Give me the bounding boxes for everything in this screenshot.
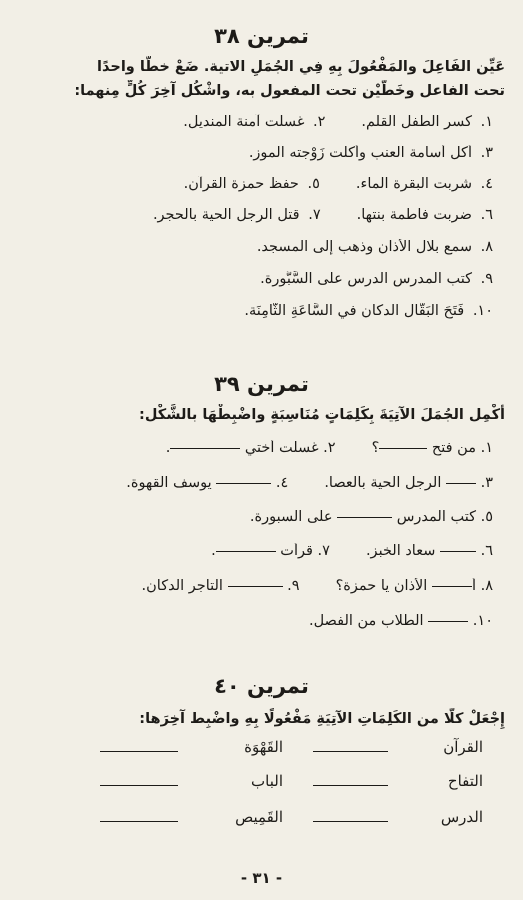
sentence-text: كسر الطفل القلم.	[361, 114, 477, 130]
answer-blank[interactable]	[313, 750, 388, 752]
exercise-40-instruction: إِجْعَلْ كلًّا من الكَلِمَاتِ الآتِيَةِ مَفْعُولًا بِهِ واضْبِط آخِرَها:	[139, 711, 505, 727]
exercise-38-line	[18, 145, 493, 161]
sentence-number: ٤.	[480, 176, 493, 192]
sentence-text: كتب المدرس الدرس على السَّبُّورة.	[260, 271, 477, 287]
sentence-text: الطلاب من الفصل.	[308, 613, 429, 629]
sentence-text: ١٠.	[468, 613, 493, 629]
sentence-number: ١٠.	[472, 303, 493, 319]
exercise-40-row	[23, 772, 483, 796]
word-2: القَهْوَة	[244, 738, 283, 756]
sentence-text: قتل الرجل الحية بالحجر.	[152, 207, 305, 223]
exercise-38-instruction-line-2: تحت الفاعل وخَطَّيْن تحت المفعول به، واشْكُل آخِرَ كُلٍّ مِنهما:	[74, 83, 505, 99]
sentence-number: ٩.	[480, 271, 493, 287]
exercise-38-line	[18, 176, 493, 192]
sentence-number: ٧.	[308, 207, 321, 223]
sentence-text: سعاد الخبز.	[365, 543, 440, 559]
sentence-text: .	[211, 543, 216, 559]
sentence-number: ٦.	[480, 207, 493, 223]
word-2: الباب	[251, 772, 283, 790]
exercise-39-instruction: أَكْمِل الجُمَلَ الآتِيَةَ بِكَلِمَاتٍ مُنَاسِبَةٍ واضْبِطْهَا بالشَّكْل:	[139, 407, 505, 423]
exercise-39-line	[18, 578, 493, 594]
sentence-text: غسلت آمنة المنديل.	[183, 114, 310, 130]
sentence-text: ٨. أ	[471, 578, 493, 594]
sentence-text: .	[165, 440, 171, 456]
sentence-text: ٩.	[282, 578, 300, 594]
answer-blank[interactable]	[313, 784, 388, 786]
exercise-38-line	[18, 207, 493, 223]
exercise-38-line	[18, 114, 493, 130]
word-1: القرآن	[443, 738, 483, 756]
sentence-text: ٤.	[271, 475, 289, 491]
answer-blank[interactable]	[428, 620, 468, 622]
answer-blank[interactable]	[170, 447, 240, 449]
word-1: التفاح	[447, 772, 483, 790]
answer-blank[interactable]	[446, 482, 476, 484]
sentence-text: سمع بلال الأذان وذهب إلى المسجد.	[256, 239, 477, 255]
answer-blank[interactable]	[440, 550, 476, 552]
sentence-text: أكل أسامة العنب وأكلت زَوْجته الموز.	[248, 145, 477, 161]
sentence-text: يوسف القهوة.	[126, 475, 217, 491]
sentence-number: ٣.	[480, 145, 493, 161]
answer-blank[interactable]	[216, 550, 276, 552]
sentence-number: ٥.	[307, 176, 320, 192]
exercise-40-title: تمرين ٤٠	[214, 674, 309, 698]
sentence-text: التاجر الدكان.	[141, 578, 228, 594]
exercise-38-line	[18, 239, 493, 255]
exercise-38-title: تمرين ٣٨	[214, 24, 309, 48]
sentence-text: حفظ حمزة القرآن.	[183, 176, 304, 192]
word-1: الدرس	[440, 808, 483, 826]
exercise-38-instruction-line-1: عَيِّن الفَاعِلَ والمَفْعُولَ بِهِ فِي الجُمَلِ الاتية. ضَعْ خطًّا واحدًا	[97, 59, 505, 75]
sentence-text: الأذان يا حمزة؟	[335, 578, 432, 594]
sentence-text: فَتَحَ البَقَّال الدكان في السَّاعَةِ الثَّامِنَة.	[244, 303, 469, 319]
answer-blank[interactable]	[100, 820, 178, 822]
answer-blank[interactable]	[337, 516, 392, 518]
sentence-text: على السبورة.	[249, 509, 338, 525]
exercise-39-line	[18, 543, 493, 559]
sentence-text: ٥. كتب المدرس	[392, 509, 493, 525]
exercise-39-line	[18, 440, 493, 456]
answer-blank[interactable]	[100, 784, 178, 786]
exercise-40-row	[23, 738, 483, 762]
exercise-38-line	[18, 303, 493, 319]
exercise-39-line	[18, 613, 493, 629]
answer-blank[interactable]	[379, 447, 427, 449]
sentence-number: ١.	[480, 114, 493, 130]
sentence-text: ٧. قرأت	[275, 543, 330, 559]
answer-blank[interactable]	[313, 820, 388, 822]
exercise-39-line	[18, 475, 493, 491]
sentence-number: ٢.	[313, 114, 326, 130]
sentence-text: ٦.	[475, 543, 493, 559]
answer-blank[interactable]	[228, 585, 283, 587]
page-number: - ٣١ -	[240, 869, 283, 887]
sentence-text: ٣.	[475, 475, 493, 491]
sentence-text: شربت البقرة الماء.	[355, 176, 477, 192]
sentence-text: ١. من فتح	[427, 440, 493, 456]
sentence-number: ٨.	[480, 239, 493, 255]
exercise-39-title: تمرين ٣٩	[214, 372, 309, 396]
answer-blank[interactable]	[432, 585, 472, 587]
exercise-38-line	[18, 271, 493, 287]
answer-blank[interactable]	[100, 750, 178, 752]
sentence-text: الرجل الحية بالعصا.	[324, 475, 446, 491]
exercise-40-row	[23, 808, 483, 832]
sentence-text: ٢. غسلت أختي	[240, 440, 336, 456]
sentence-text: ضربت فاطمة بنتها.	[356, 207, 477, 223]
word-2: القَمِيص	[235, 808, 283, 826]
answer-blank[interactable]	[216, 482, 271, 484]
sentence-text: ؟	[371, 440, 380, 456]
exercise-39-line	[18, 509, 493, 525]
